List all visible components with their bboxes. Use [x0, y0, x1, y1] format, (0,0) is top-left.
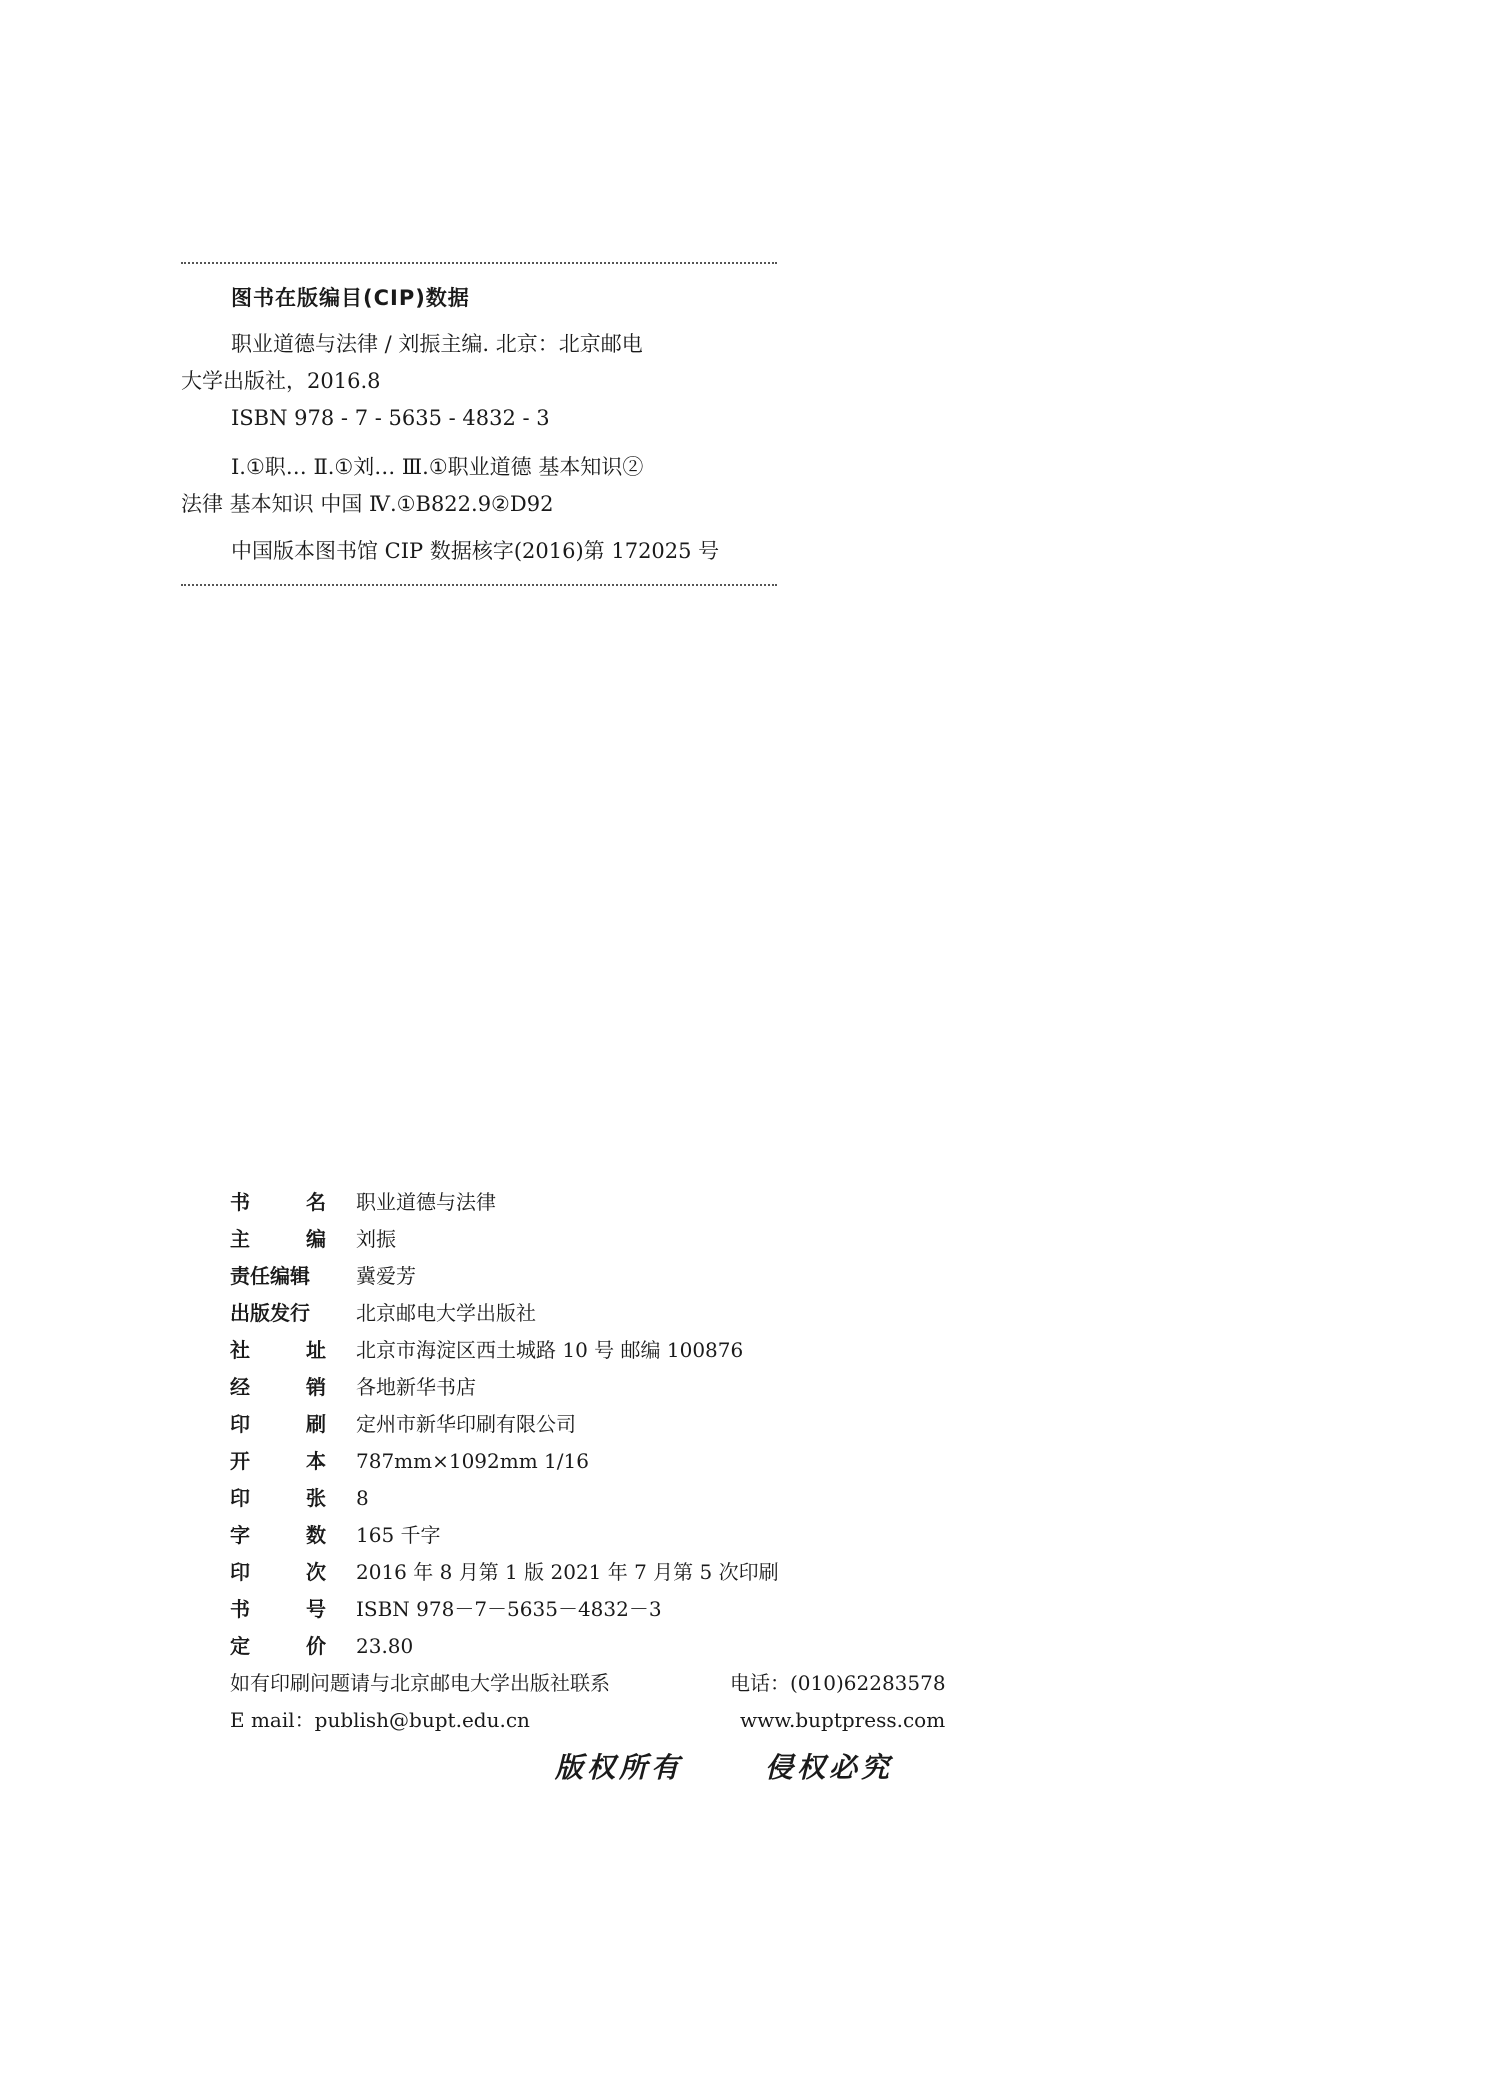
responsible-editor-value: 冀爱芳 [356, 1264, 416, 1288]
cip-title: 图书在版编目(CIP)数据 [231, 286, 470, 310]
colophon-row-responsible-editor [230, 1258, 990, 1295]
colophon-label: 印 张 [230, 1486, 328, 1510]
contact-row [230, 1665, 990, 1702]
cip-bottom-divider [181, 584, 777, 586]
colophon-row-printer [230, 1406, 990, 1443]
colophon-row-address [230, 1332, 990, 1369]
colophon-label: 书 号 [230, 1597, 328, 1621]
colophon-label: 印 次 [230, 1560, 328, 1584]
colophon-label: 责任编辑 [230, 1264, 310, 1288]
email-address: E mail：publish@bupt.edu.cn [230, 1708, 530, 1732]
cip-book-line: 职业道德与法律 / 刘振主编. 北京：北京邮电 [231, 332, 643, 356]
colophon-row-format [230, 1443, 990, 1480]
colophon-row-publisher [230, 1295, 990, 1332]
all-rights-reserved: 版权所有 [555, 1751, 684, 1784]
colophon-label: 社 址 [230, 1338, 328, 1362]
cip-publisher-line: 大学出版社，2016.8 [181, 369, 381, 393]
colophon [230, 1184, 990, 1739]
price-value: 23.80 [356, 1634, 414, 1658]
sheets-value: 8 [356, 1486, 369, 1510]
colophon-row-distributor [230, 1369, 990, 1406]
colophon-row-title [230, 1184, 990, 1221]
colophon-row-impression [230, 1554, 990, 1591]
website-url: www.buptpress.com [740, 1708, 946, 1732]
word-count-value: 165 千字 [356, 1523, 441, 1547]
colophon-label: 定 价 [230, 1634, 328, 1658]
colophon-row-word-count [230, 1517, 990, 1554]
impression-value: 2016 年 8 月第 1 版 2021 年 7 月第 5 次印刷 [356, 1560, 779, 1584]
isbn-value: ISBN 978－7－5635－4832－3 [356, 1597, 662, 1621]
colophon-label: 主 编 [230, 1227, 328, 1251]
contact-note: 如有印刷问题请与北京邮电大学出版社联系 [230, 1671, 610, 1695]
cip-catalog-number: 中国版本图书馆 CIP 数据核字(2016)第 172025 号 [231, 539, 720, 563]
cip-top-divider [181, 262, 777, 264]
copyright-notice [555, 1746, 893, 1786]
colophon-label: 开 本 [230, 1449, 328, 1473]
address-value: 北京市海淀区西土城路 10 号 邮编 100876 [356, 1338, 744, 1362]
book-title-value: 职业道德与法律 [356, 1190, 496, 1214]
colophon-label: 书 名 [230, 1190, 328, 1214]
colophon-label: 经 销 [230, 1375, 328, 1399]
cip-classification-line-1: Ⅰ.①职… Ⅱ.①刘… Ⅲ.①职业道德 基本知识② [231, 455, 644, 479]
colophon-label: 出版发行 [230, 1301, 310, 1325]
colophon-row-editor [230, 1221, 990, 1258]
publisher-value: 北京邮电大学出版社 [356, 1301, 536, 1325]
colophon-label: 印 刷 [230, 1412, 328, 1436]
phone-number: 电话：(010)62283578 [730, 1671, 946, 1695]
cip-isbn: ISBN 978 - 7 - 5635 - 4832 - 3 [231, 406, 550, 430]
printer-value: 定州市新华印刷有限公司 [356, 1412, 576, 1436]
email-web-row [230, 1702, 990, 1739]
distributor-value: 各地新华书店 [356, 1375, 476, 1399]
colophon-row-isbn [230, 1591, 990, 1628]
format-value: 787mm×1092mm 1/16 [356, 1449, 589, 1473]
infringement-warning: 侵权必究 [765, 1751, 894, 1784]
colophon-row-sheets [230, 1480, 990, 1517]
cip-classification-line-2: 法律 基本知识 中国 Ⅳ.①B822.9②D92 [181, 492, 554, 516]
cip-data-block [181, 262, 777, 586]
colophon-row-price [230, 1628, 990, 1665]
colophon-label: 字 数 [230, 1523, 328, 1547]
editor-value: 刘振 [356, 1227, 396, 1251]
